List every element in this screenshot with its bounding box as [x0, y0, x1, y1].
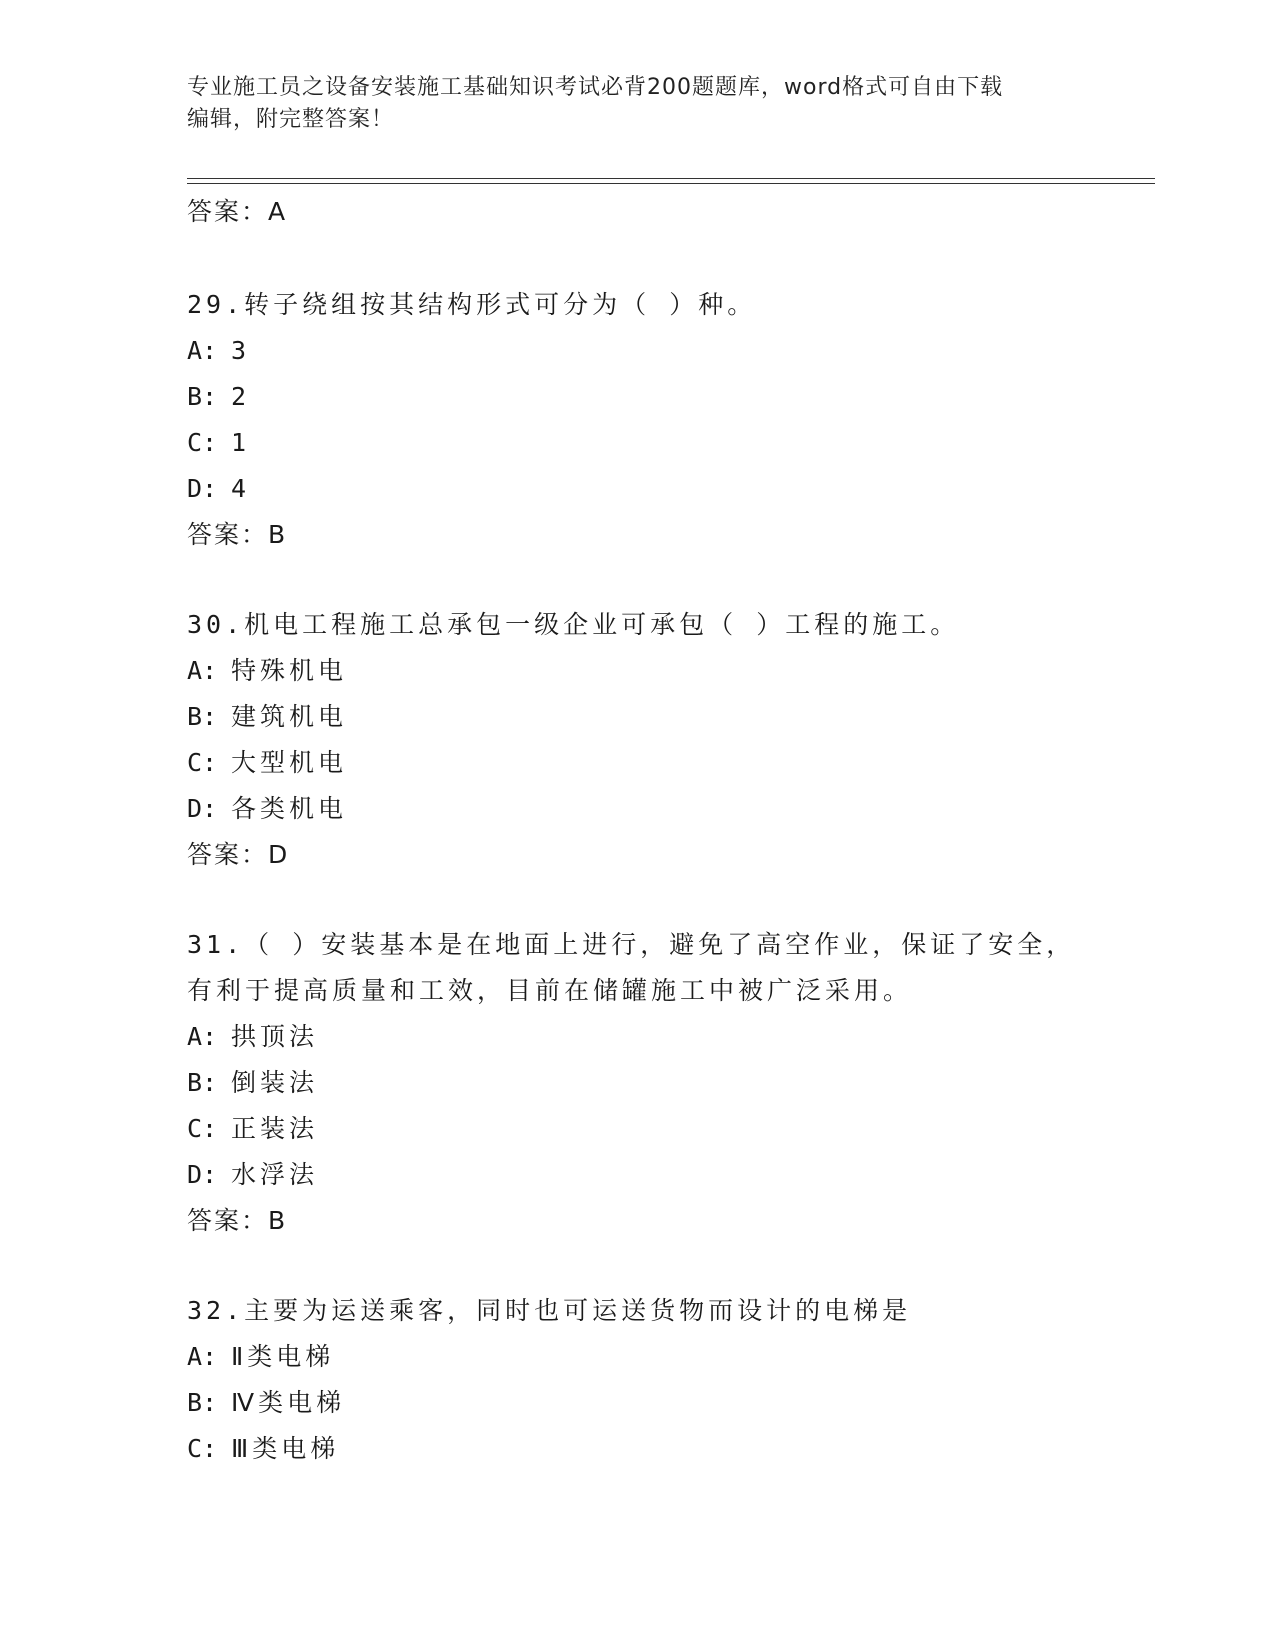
- answer-line: 答案：B: [187, 520, 288, 549]
- option-text: Ⅳ类电梯: [231, 1388, 346, 1417]
- option-label: B:: [187, 1068, 218, 1097]
- question-block: [187, 602, 1155, 878]
- question-text-continued: 有利于提高质量和工效，目前在储罐施工中被广泛采用。: [187, 976, 913, 1005]
- header-line-1: 专业施工员之设备安装施工基础知识考试必背200题题库，word格式可自由下载: [187, 75, 1004, 100]
- option-c: [187, 1426, 1155, 1472]
- option-c: [187, 740, 1155, 786]
- option-text: 建筑机电: [231, 702, 348, 731]
- option-b: [187, 1060, 1155, 1106]
- option-b: [187, 694, 1155, 740]
- option-text: 1: [231, 428, 251, 457]
- option-label: A:: [187, 1342, 218, 1371]
- option-text: 倒装法: [231, 1068, 319, 1097]
- header-divider-top: [187, 178, 1155, 179]
- option-text: 2: [231, 382, 251, 411]
- option-text: 水浮法: [231, 1160, 319, 1189]
- question-block: [187, 282, 1155, 558]
- option-label: D:: [187, 794, 218, 823]
- option-text: 4: [231, 474, 251, 503]
- option-a: [187, 648, 1155, 694]
- option-text: 拱顶法: [231, 1022, 319, 1051]
- spacer: [187, 1244, 1155, 1288]
- question-block: [187, 922, 1155, 1244]
- option-label: A:: [187, 1022, 218, 1051]
- option-label: C:: [187, 1434, 218, 1463]
- option-c: [187, 1106, 1155, 1152]
- option-text: Ⅱ类电梯: [231, 1342, 335, 1371]
- option-label: B:: [187, 1388, 218, 1417]
- spacer: [187, 558, 1155, 602]
- option-d: [187, 1152, 1155, 1198]
- spacer: [187, 878, 1155, 922]
- option-text: 大型机电: [231, 748, 348, 777]
- question-text: 32.主要为运送乘客，同时也可运送货物而设计的电梯是: [187, 1296, 912, 1325]
- question-list: [187, 186, 1155, 1472]
- document-header: [187, 72, 1087, 136]
- option-text: 特殊机电: [231, 656, 348, 685]
- option-text: 3: [231, 336, 251, 365]
- question-text: 30.机电工程施工总承包一级企业可承包（ ）工程的施工。: [187, 610, 960, 639]
- option-label: D:: [187, 474, 218, 503]
- option-a: [187, 1014, 1155, 1060]
- option-label: C:: [187, 1114, 218, 1143]
- option-label: D:: [187, 1160, 218, 1189]
- question-block: [187, 1288, 1155, 1472]
- option-b: [187, 374, 1155, 420]
- option-label: C:: [187, 748, 218, 777]
- option-text: Ⅲ类电梯: [231, 1434, 340, 1463]
- option-label: C:: [187, 428, 218, 457]
- answer-line: 答案：A: [187, 197, 288, 226]
- option-d: [187, 466, 1155, 512]
- option-label: B:: [187, 382, 218, 411]
- question-text: 31.（ ）安装基本是在地面上进行，避免了高空作业，保证了安全，: [187, 930, 1076, 959]
- option-label: A:: [187, 336, 218, 365]
- header-divider-bottom: [187, 183, 1155, 184]
- option-d: [187, 786, 1155, 832]
- option-c: [187, 420, 1155, 466]
- option-b: [187, 1380, 1155, 1426]
- header-line-2: 编辑，附完整答案！: [187, 107, 395, 132]
- option-label: A:: [187, 656, 218, 685]
- option-text: 各类机电: [231, 794, 348, 823]
- answer-line: 答案：B: [187, 1206, 288, 1235]
- option-a: [187, 1334, 1155, 1380]
- option-a: [187, 328, 1155, 374]
- answer-line: 答案：D: [187, 840, 290, 869]
- option-text: 正装法: [231, 1114, 319, 1143]
- option-label: B:: [187, 702, 218, 731]
- question-text: 29.转子绕组按其结构形式可分为（ ）种。: [187, 290, 757, 319]
- spacer: [187, 238, 1155, 282]
